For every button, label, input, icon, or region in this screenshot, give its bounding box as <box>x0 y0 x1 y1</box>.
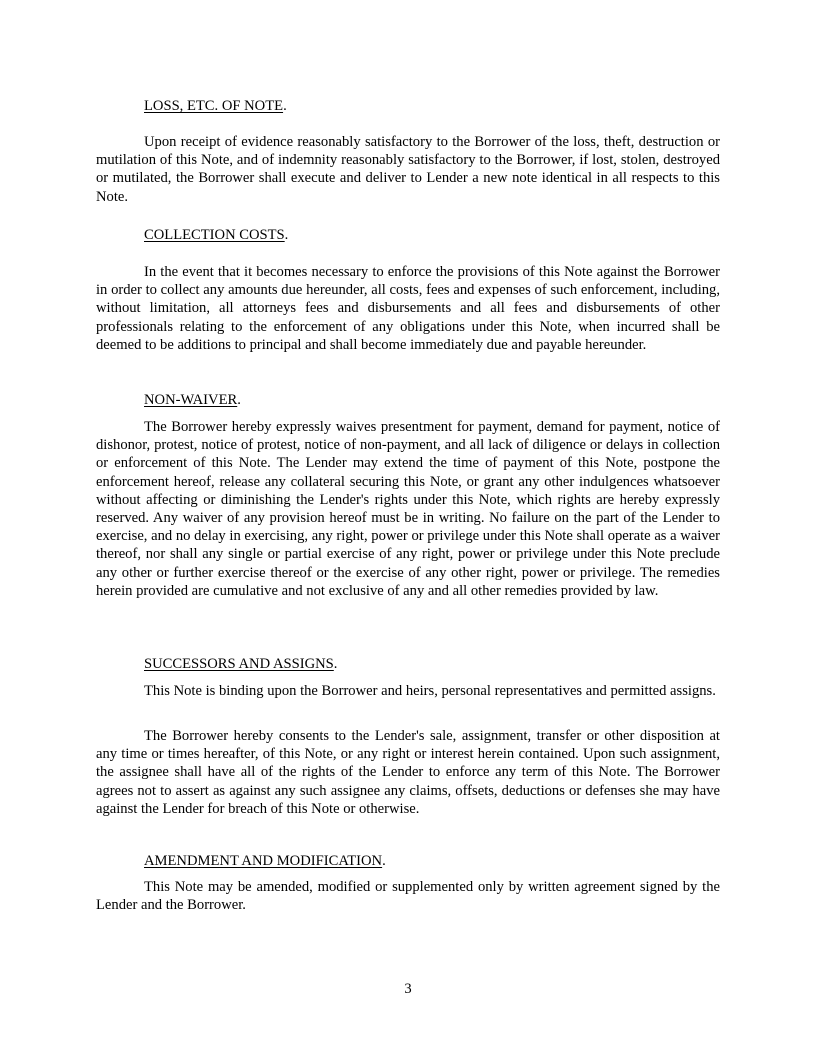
section-heading-loss-of-note <box>144 97 287 115</box>
section-heading-text: AMENDMENT AND MODIFICATION <box>144 853 383 869</box>
section-paragraph-collection-costs: In the event that it becomes necessary to enforce the provisions of this Note against the Borrower in order to collect any amounts due hereunder, all costs, fees and expenses of such enforcement, including, without limitation, all attorneys fees and disbursements and all fees and disbursements of other professionals relating to the enforcement of any obligations under this Note, when incurred shall be deemed to be additions to principal and shall become immediately due and payable hereunder. <box>96 264 720 353</box>
section-heading-non-waiver <box>144 391 241 409</box>
document-page <box>96 0 720 1056</box>
section-paragraph-successors-consent: The Borrower hereby consents to the Lender's sale, assignment, transfer or other disposition at any time or times hereafter, of this Note, or any right or interest herein contained. Upon such assignment, the assignee shall have all of the rights of the Lender to enforce any term of this Note. The Borrower agrees not to assert as against any such assignee any claims, offsets, deductions or defenses she may have against the Lender for breach of this Note or otherwise. <box>96 728 720 817</box>
section-heading-collection-costs <box>144 226 288 244</box>
heading-period: . <box>283 98 287 114</box>
section-paragraph-non-waiver: The Borrower hereby expressly waives presentment for payment, demand for payment, notice of dishonor, protest, notice of protest, notice of non-payment, and all lack of diligence or delays in collection or enforcement of this Note. The Lender may extend the time of payment of this Note, postpone the enforcement hereof, release any collateral securing this Note, or grant any other indulgences whatsoever without affecting or diminishing the Lender's rights under this Note, which rights are hereby expressly reserved. Any waiver of any provision hereof must be in writing. No failure on the part of the Lender to exercise, and no delay in exercising, any right, power or privilege under this Note shall operate as a waiver thereof, nor shall any single or partial exercise of any right, power or privilege under this Note preclude any other or further exercise thereof or the exercise of any other right, power or privilege. The remedies herein provided are cumulative and not exclusive of any and all other remedies provided by law. <box>96 419 720 599</box>
section-heading-text: NON-WAIVER <box>144 392 238 408</box>
section-paragraph-amendment: This Note may be amended, modified or supplemented only by written agreement signed by the Lender and the Borrower. <box>96 879 720 914</box>
section-heading-amendment-and-modification <box>144 852 386 870</box>
section-paragraph-loss-of-note: Upon receipt of evidence reasonably satisfactory to the Borrower of the loss, theft, destruction or mutilation of this Note, and of indemnity reasonably satisfactory to the Borrower, if lost, stolen, destroyed or mutilated, the Borrower shall execute and deliver to Lender a new note identical in all respects to this Note. <box>96 134 720 205</box>
page-number: 3 <box>404 981 412 997</box>
section-paragraph-successors-binding: This Note is binding upon the Borrower and heirs, personal representatives and permitted assigns. <box>144 683 716 699</box>
heading-period: . <box>333 656 338 672</box>
section-heading-text: SUCCESSORS AND ASSIGNS <box>144 656 334 672</box>
section-heading-successors-and-assigns <box>144 655 337 673</box>
heading-period: . <box>237 392 241 408</box>
section-heading-text: COLLECTION COSTS <box>144 227 285 243</box>
section-heading-text: LOSS, ETC. OF NOTE <box>144 98 284 114</box>
heading-period: . <box>382 853 386 869</box>
heading-period: . <box>284 227 289 243</box>
